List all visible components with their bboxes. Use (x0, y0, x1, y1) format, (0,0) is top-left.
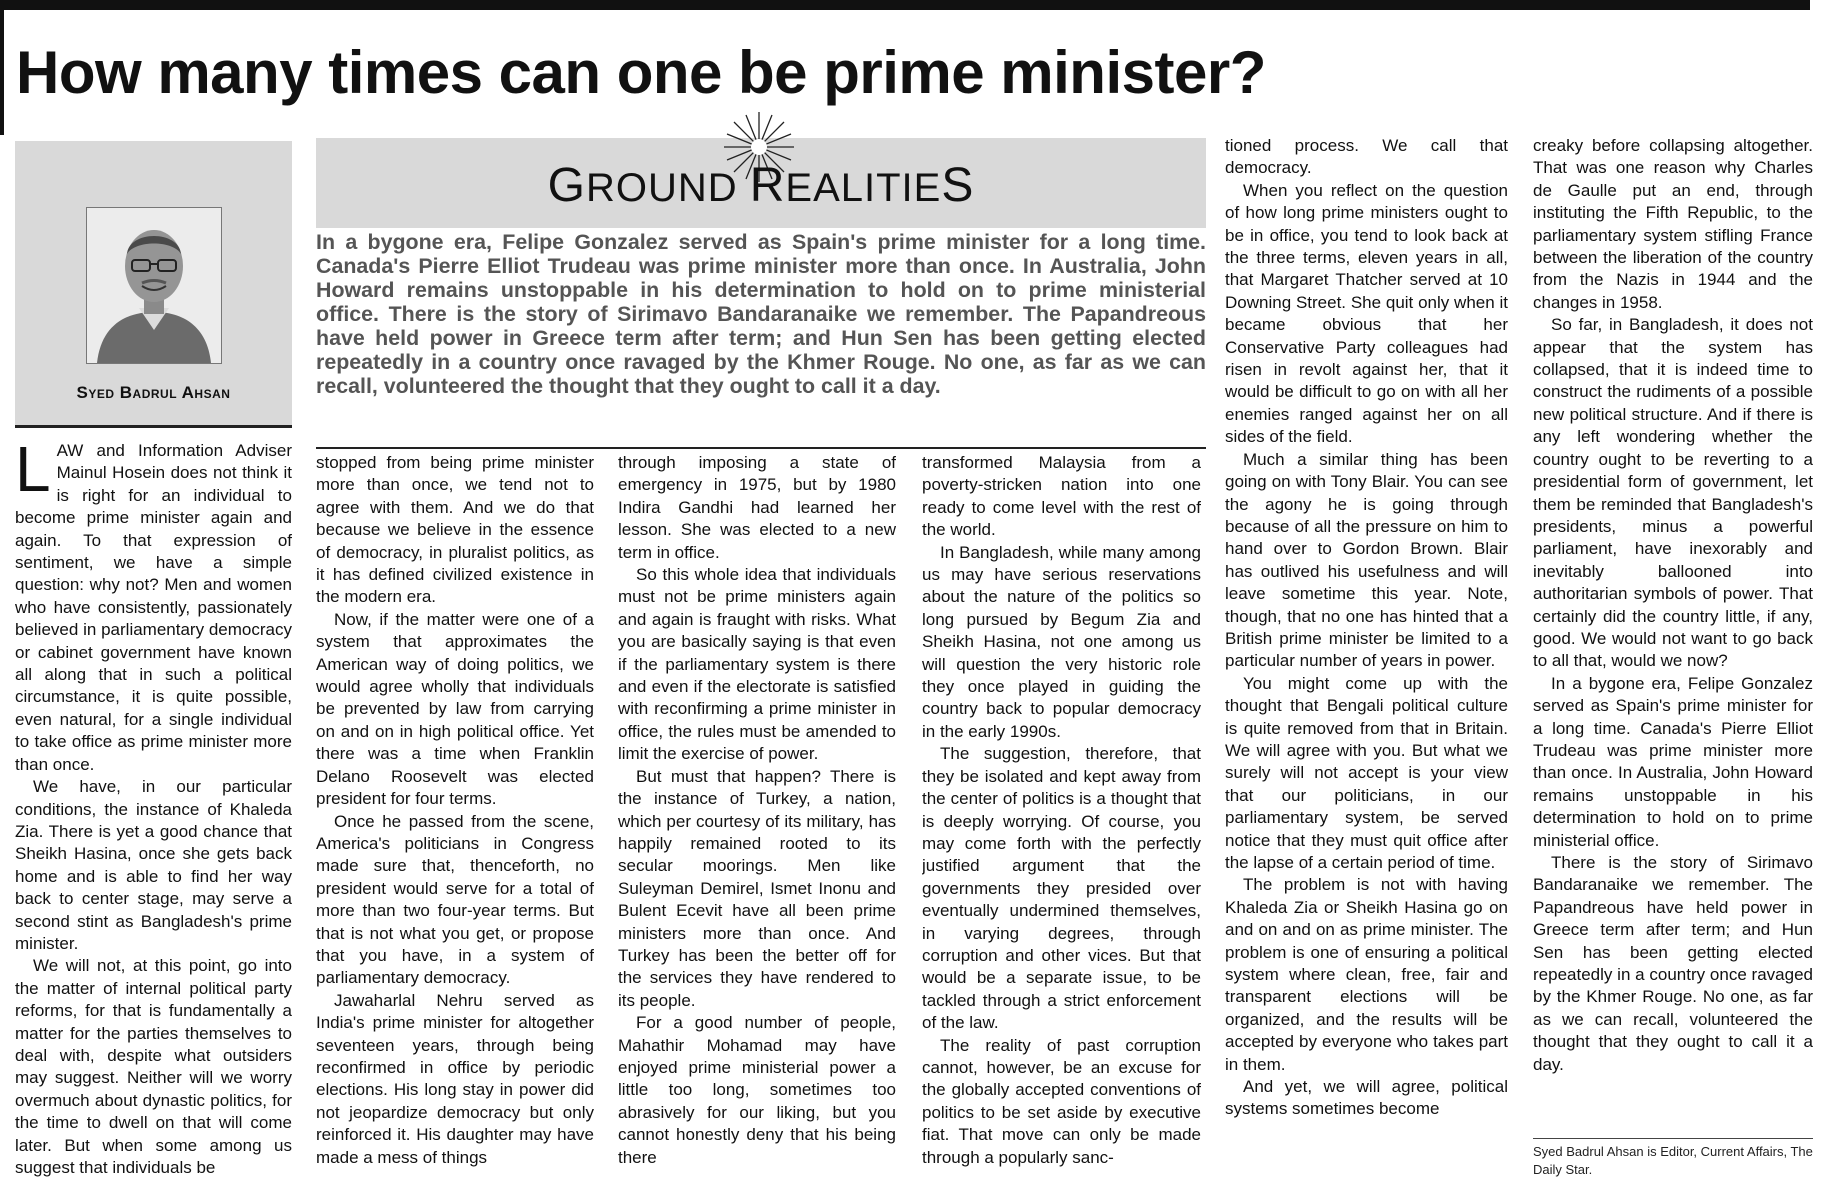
paragraph: You might come up with the thought that Bengali political culture is quite removed from that in Britain. We will agree with you. But what we surely will not accept is your view that our politicians, in our parliamentary system, be served notice that they must quit office after the lapse of a certain period of time. (1225, 673, 1508, 872)
paragraph: We have, in our particular conditions, the instance of Khaleda Zia. There is yet a good chance that Sheikh Hasina, once she gets back home and is able to find her way back to center stage, may serve a second stint as Bangladesh's prime minister. (15, 777, 292, 953)
paragraph: We will not, at this point, go into the matter of internal political party reforms, for that is fundamentally a matter for the parties themselves to deal with, despite what outsiders may suggest. Neither will we worry overmuch about dynastic politics, for the time to dwell on that will come later. But when some among us suggest that individuals be (15, 956, 292, 1177)
paragraph: In Bangladesh, while many among us may have serious reservations about the nature of the politics so long pursued by Begum Zia and Sheikh Hasina, not one among us will question the very historic role they once played in guiding the country back to popular democracy in the early 1990s. (922, 542, 1201, 741)
article-column-2 (316, 452, 594, 1180)
article-column-1 (15, 440, 292, 1180)
paragraph: So this whole idea that individuals must not be prime ministers again and again is fraught with risks. What you are basically saying is that even if the parliamentary system is there and even if the electorate is satisfied with reconfirming a prime minister in office, the rules must be amended to limit the exercise of power. (618, 565, 896, 764)
paragraph: transformed Malaysia from a poverty-stricken nation into one ready to come level with the rest of the world. (922, 453, 1201, 540)
column-banner-title: GROUND REALITIES (547, 159, 975, 212)
article-column-6 (1533, 135, 1813, 1130)
author-credit: Syed Badrul Ahsan is Editor, Current Affairs, The Daily Star. (1533, 1144, 1813, 1177)
article-column-5 (1225, 135, 1508, 1180)
paragraph: For a good number of people, Mahathir Mohamad may have enjoyed prime ministerial power a little too long, sometimes too abrasively for our liking, but you cannot honestly deny that his being there (618, 1013, 896, 1167)
credit-divider (1533, 1138, 1813, 1139)
paragraph: through imposing a state of emergency in 1975, but by 1980 Indira Gandhi had learned her lesson. She was elected to a new term in office. (618, 453, 896, 562)
paragraph: There is the story of Sirimavo Bandaranaike we remember. The Papandreous have held power in Greece term after term; and Hun Sen has been getting elected repeatedly in a country once ravaged by the Khmer Rouge. No one, as far as we can recall, volunteered the thought that they ought to call it a day. (1533, 853, 1813, 1074)
paragraph: creaky before collapsing altogether. That was one reason why Charles de Gaulle put an end, through instituting the Fifth Republic, to the parliamentary system stifling France between the liberation of the country from the Nazis in 1944 and the changes in 1958. (1533, 136, 1813, 312)
author-portrait-icon (86, 207, 222, 364)
paragraph: But must that happen? There is the instance of Turkey, a nation, which per courtesy of its military, has happily remained rooted to its secular moorings. Men like Suleyman Demirel, Ismet Inonu and Bulent Ecevit have all been prime ministers more than once. And Turkey has been the better off for the services they have rendered to its people. (618, 766, 896, 1010)
article-column-4 (922, 452, 1201, 1180)
top-border-rule (0, 0, 1810, 10)
paragraph: Jawaharlal Nehru served as India's prime minister for altogether seventeen years, through being reconfirmed in office by periodic elections. His long stay in power did not jeopardize democracy but only reinforced it. His daughter may have made a mess of things (316, 990, 594, 1167)
drop-cap: L (15, 440, 51, 505)
paragraph: Much a similar thing has been going on with Tony Blair. You can see the agony he is going through because of all the pressure on him to hand over to Gordon Brown. Blair has outlived his usefulness and will leave sometime this year. Note, though, that no one has hinted that a British prime minister be limited to a particular number of years in power. (1225, 449, 1508, 671)
author-name: Syed Badrul Ahsan (76, 383, 231, 402)
paragraph: The problem is not with having Khaleda Zia or Sheikh Hasina go on and on and on as prime minister. The problem is one of ensuring a political system where clean, free, fair and transparent elections will be organized, and the results will be accepted by everyone who takes part in them. (1225, 875, 1508, 1074)
left-border-rule (0, 0, 4, 135)
paragraph: The reality of past corruption cannot, however, be an excuse for the globally accepted conventions of politics to be set aside by executive fiat. That move can only be made through a popularly sanc- (922, 1035, 1201, 1167)
paragraph: In a bygone era, Felipe Gonzalez served as Spain's prime minister for a long time. Canada's Pierre Elliot Trudeau was prime minister more than once. In Australia, John Howard remains unstoppable in his determination to hold on to prime ministerial office. (1533, 673, 1813, 850)
paragraph: tioned process. We call that democracy. (1225, 136, 1508, 178)
lede-divider (316, 447, 1206, 449)
paragraph: When you reflect on the question of how long prime ministers ought to be in office, you tend to look back at the three terms, eleven years in all, that Margaret Thatcher served at 10 Downing Street. She quit only when it became obvious that her Conservative Party colleagues had risen in revolt against her, that it would be difficult to go on with all her enemies ranged against her on all sides of the field. (1225, 180, 1508, 447)
article-lede: In a bygone era, Felipe Gonzalez served as Spain's prime minister for a long time. Canada's Pierre Elliot Trudeau was prime minister more than once. In Australia, John Howard remains unstoppable in his determination to hold on to prime ministerial office. There is the story of Sirimavo Bandaranaike we remember. The Papandreous have held power in Greece term after term; and Hun Sen has been getting elected repeatedly in a country once ravaged by the Khmer Rouge. No one, as far as we can recall, volunteered the thought that they ought to call it a day. (316, 230, 1206, 398)
paragraph: LAW and Information Adviser Mainul Hosein does not think it is right for an individual to become prime minister again and again. To that expression of sentiment, we have a simple question: why not? Men and women who have consistently, passionately believed in parliamentary democracy or cabinet government have known all along that in such a political circumstance, it is quite possible, even natural, for a single individual to take office as prime minister more than once. (15, 440, 292, 774)
page-title: How many times can one be prime minister? (16, 39, 1266, 106)
paragraph: So far, in Bangladesh, it does not appear that the system has collapsed, that it is indeed time to construct the rudiments of a possible new political structure. And if there is any left wondering whether the country ought to be reverting to a presidential form of government, let them be reminded that Bangladesh's presidents, minus a powerful parliament, have inexorably and inevitably ballooned into authoritarian symbols of power. That certainly did the country little, if any, good. We would not want to go back to all that, would we now? (1533, 315, 1813, 671)
paragraph: Now, if the matter were one of a system that approximates the American way of doing politics, we would agree wholly that individuals be prevented by law from carrying on and on in high political office. Yet there was a time when Franklin Delano Roosevelt was elected president for four terms. (316, 609, 594, 809)
paragraph: And yet, we will agree, political systems sometimes become (1225, 1077, 1508, 1119)
paragraph: Once he passed from the scene, America's politicians in Congress made sure that, thenceforth, no president would serve for a total of more than two four-year terms. But that is not what you get, or propose that you have, in a system of parliamentary democracy. (316, 811, 594, 988)
article-column-3 (618, 452, 896, 1180)
paragraph: The suggestion, therefore, that they be isolated and kept away from the center of politics is a thought that is deeply worrying. Of course, you may come forth with the perfectly justified argument that the governments they presided over eventually undermined themselves, in varying degrees, through corruption and other vices. But that would be a separate issue, to be tackled through a strict enforcement of the law. (922, 744, 1201, 1033)
paragraph: stopped from being prime minister more than once, we tend not to agree with them. And we do that because we believe in the essence of democracy, in pluralist politics, as it has defined civilized existence in the modern era. (316, 453, 594, 607)
